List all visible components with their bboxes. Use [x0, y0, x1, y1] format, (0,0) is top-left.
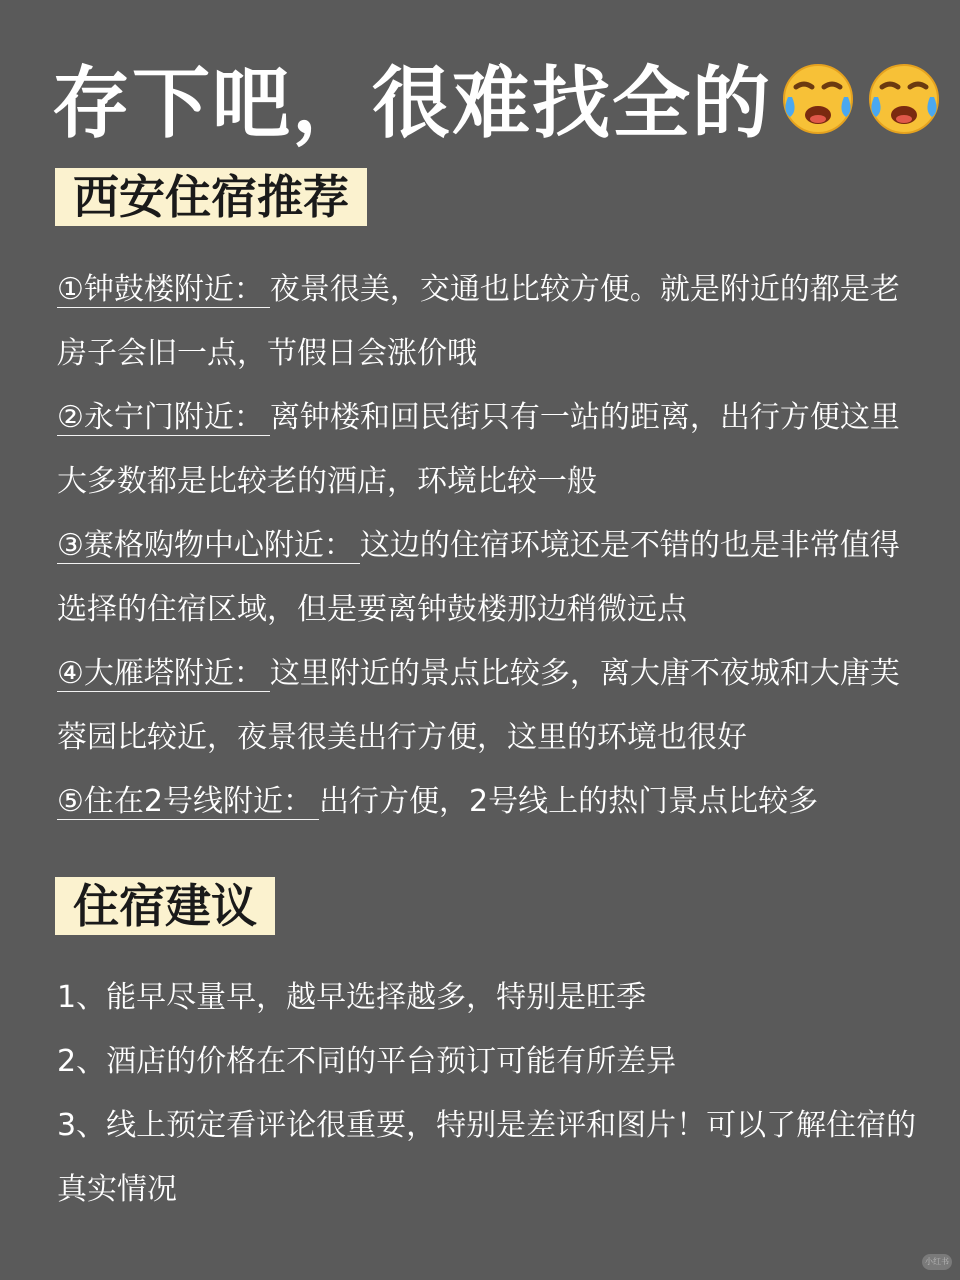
list-item	[57, 386, 925, 514]
sad-face-icon	[778, 57, 858, 137]
list-item-head: ①钟鼓楼附近：	[57, 272, 270, 308]
page-title	[52, 52, 944, 149]
list-item-body: 出行方便，2号线上的热门景点比较多	[318, 784, 819, 819]
section-heading-advice: 住宿建议	[55, 877, 275, 935]
list-item	[57, 642, 925, 770]
advice-item: 2、酒店的价格在不同的平台预订可能有所差异	[57, 1044, 677, 1079]
list-item-head: ④大雁塔附近：	[57, 656, 270, 692]
advice-item: 1、能早尽量早，越早选择越多，特别是旺季	[57, 980, 647, 1015]
list-item-head: ③赛格购物中心附近：	[57, 528, 360, 564]
advice-list	[57, 966, 925, 1222]
page-title-text: 存下吧，很难找全的	[52, 59, 773, 149]
recommendation-list	[57, 258, 925, 834]
list-item-body: 这边的住宿环境还是不错的也是非常值得选择的住宿区域，但是要离钟鼓楼那边稍微远点	[57, 528, 900, 627]
list-item	[57, 258, 925, 386]
list-item	[57, 770, 925, 834]
watermark-logo: 小红书	[922, 1254, 952, 1270]
list-item-head: ⑤住在2号线附近：	[57, 784, 319, 820]
list-item-body: 夜景很美，交通也比较方便。就是附近的都是老房子会旧一点，节假日会涨价哦	[57, 272, 900, 371]
list-item	[57, 514, 925, 642]
sad-face-icon	[864, 57, 944, 137]
list-item-body: 这里附近的景点比较多，离大唐不夜城和大唐芙蓉园比较近，夜景很美出行方便，这里的环境也很好	[57, 656, 900, 755]
list-item-head: ②永宁门附近：	[57, 400, 270, 436]
advice-item: 3、线上预定看评论很重要，特别是差评和图片！可以了解住宿的真实情况	[57, 1108, 917, 1207]
section-heading-recommendations: 西安住宿推荐	[55, 168, 367, 226]
list-item-body: 离钟楼和回民街只有一站的距离，出行方便这里大多数都是比较老的酒店，环境比较一般	[57, 400, 900, 499]
